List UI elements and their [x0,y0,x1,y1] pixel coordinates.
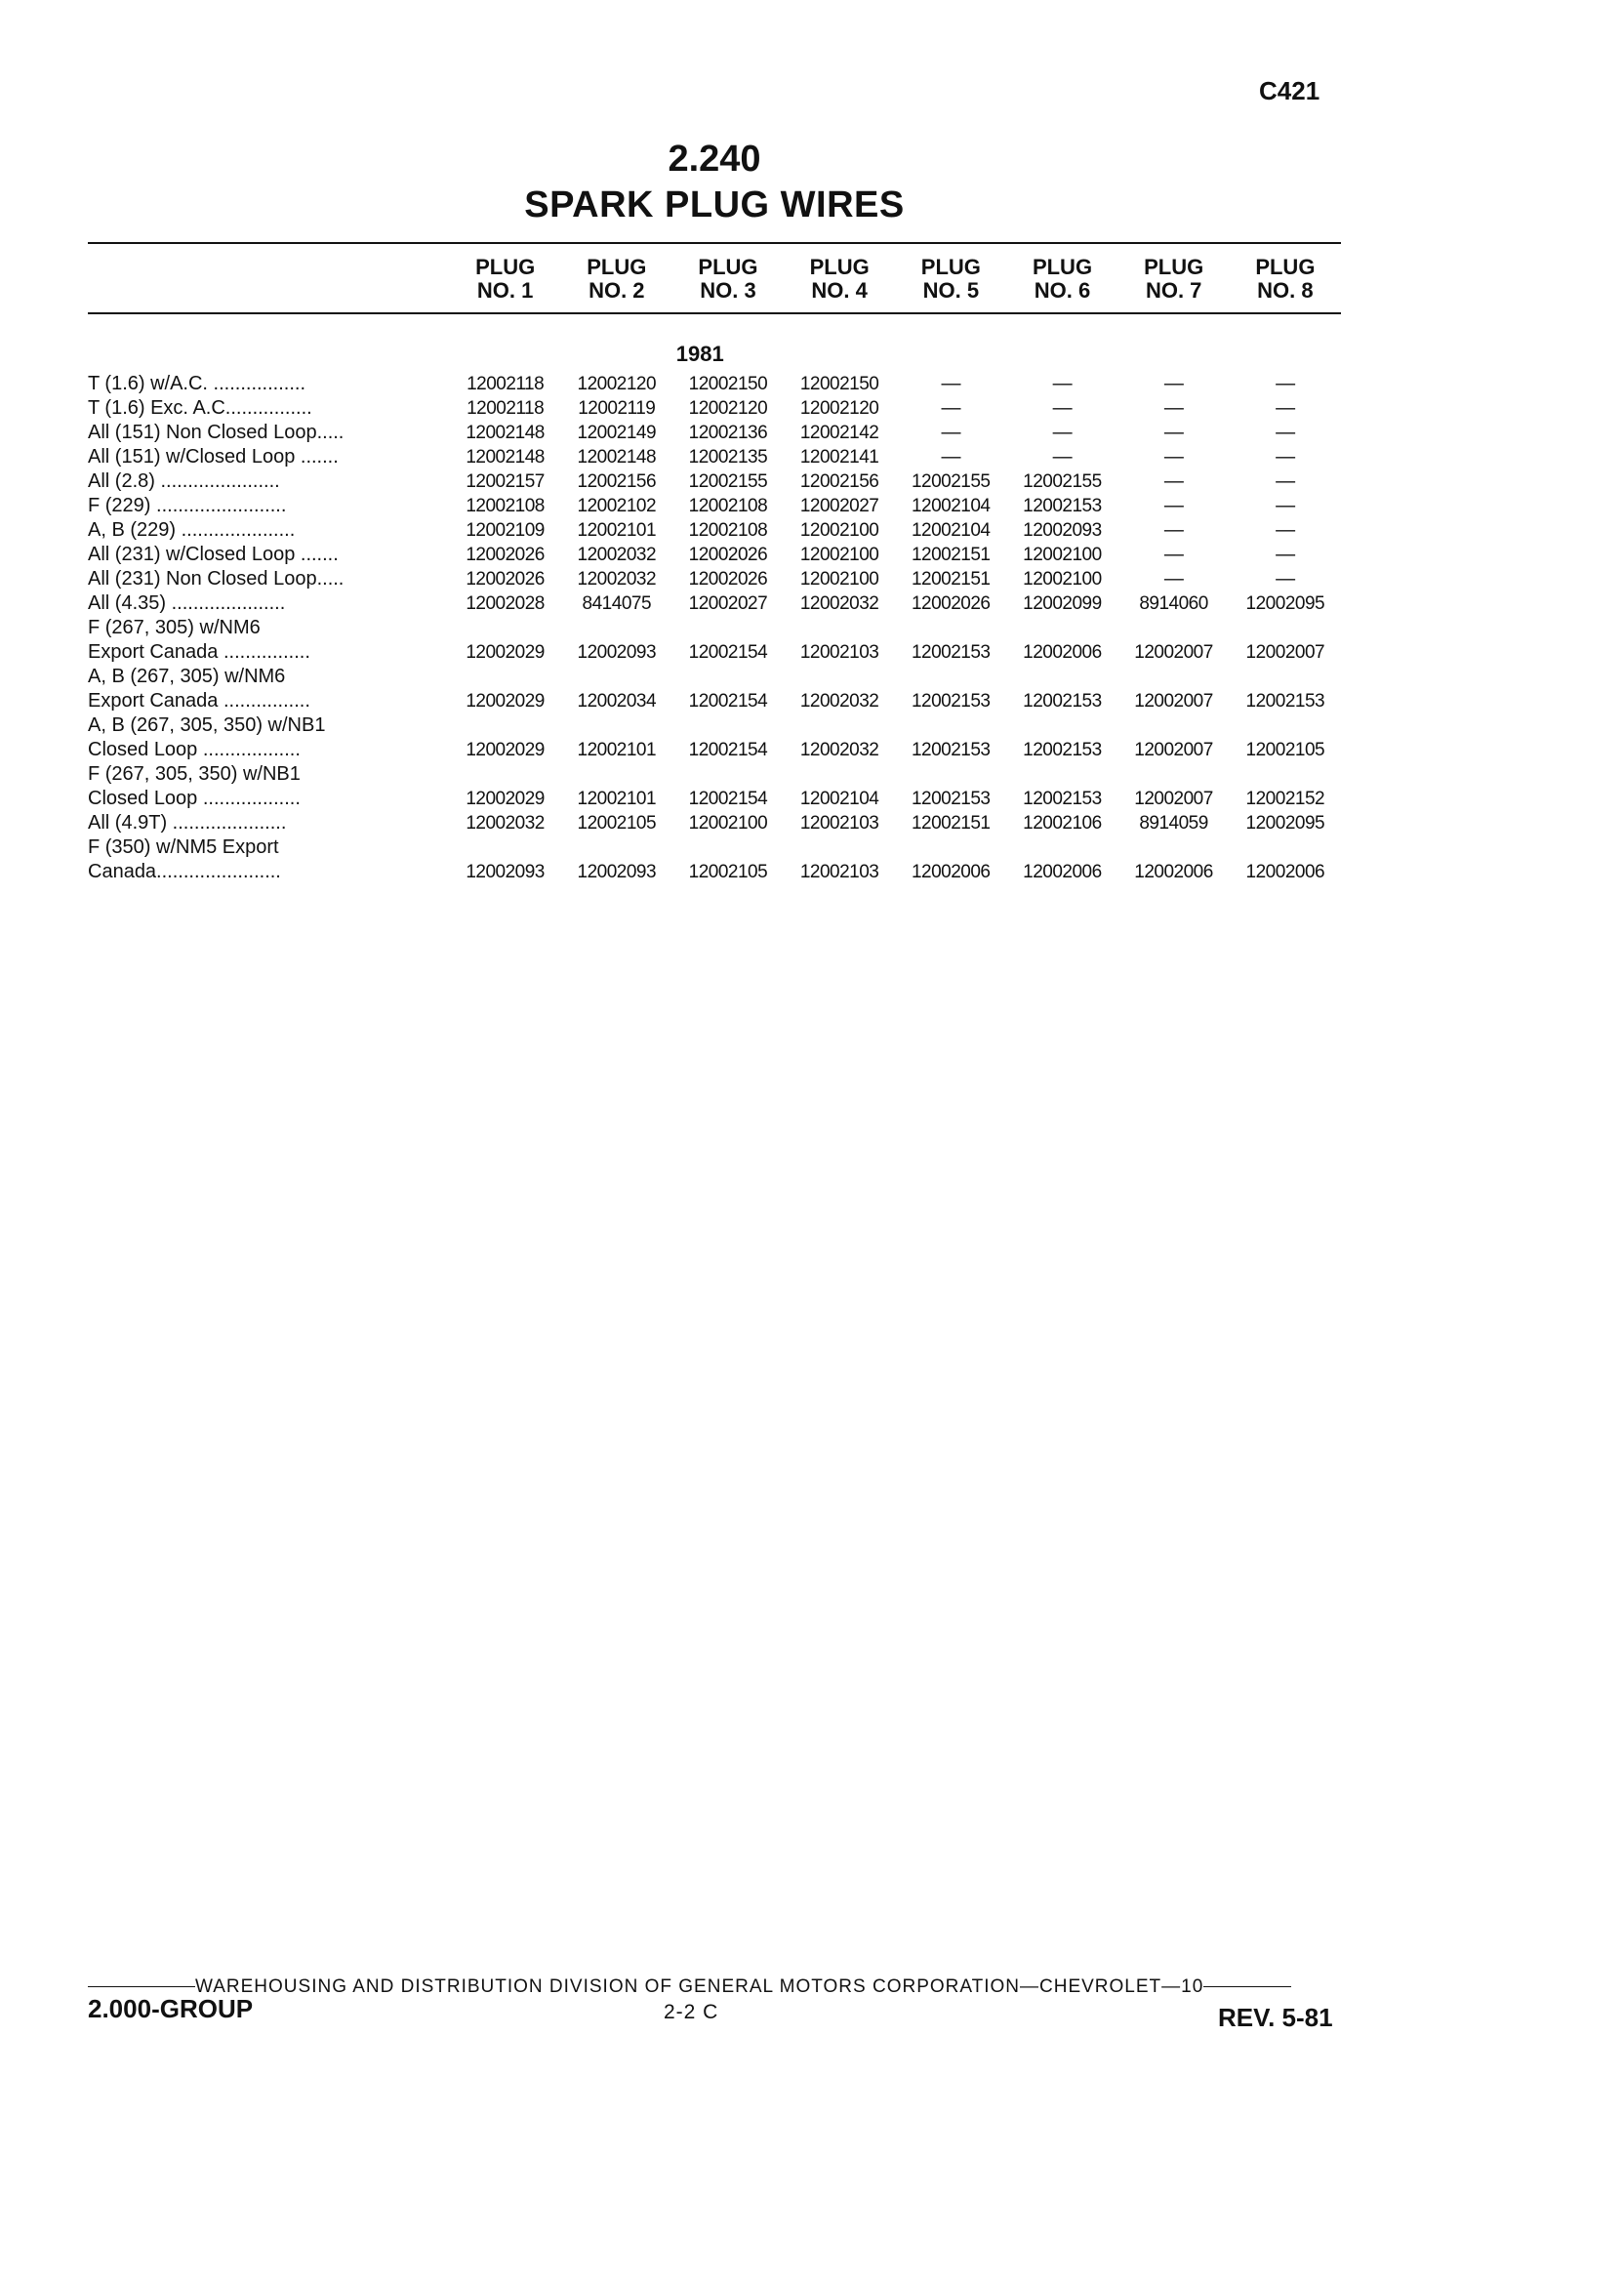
part-number-cell: 12002118 [467,398,545,419]
part-number-cell: 12002148 [577,447,657,468]
part-number-cell: 12002101 [577,789,657,809]
application-text: All (4.35) ..................... [88,592,286,614]
part-number-cell: — [1163,519,1184,541]
part-number-cell: 8914059 [1139,813,1208,834]
application-text: All (4.9T) ..................... [88,812,287,834]
section-number: 2.240 [668,139,761,180]
plug-column-header [672,244,784,308]
application-cell [88,567,450,591]
part-number-cell: 12002105 [1245,740,1325,760]
part-number-cell: — [941,397,960,419]
part-number-cell: 12002095 [1245,813,1325,834]
part-number-cell: — [1163,446,1184,468]
application-text: T (1.6) w/A.C. ................. [88,373,306,394]
part-number-cell: 12002104 [799,789,879,809]
parts-table-body [88,314,1341,884]
application-cell [88,713,450,762]
part-number-cell: — [1276,422,1295,443]
table-row [88,396,1341,421]
plug-header-line1: PLUG [920,255,981,279]
table-row [88,835,1341,884]
plug-header-line2: NO. 7 [1145,278,1202,303]
part-number-cell: 12002007 [1245,642,1325,663]
application-text: F (267, 305, 350) w/NB1 [88,763,301,785]
part-number-cell: 12002093 [466,862,545,882]
part-number-cell: 12002153 [1023,789,1102,809]
plug-header-line2: NO. 2 [589,278,645,303]
plug-header-line2: NO. 5 [922,278,980,303]
part-number-cell: 12002154 [688,789,768,809]
part-number-cell: 12002135 [688,447,768,468]
part-number-cell: 12002006 [1023,862,1102,882]
application-cell [88,543,450,567]
part-number-cell: 12002100 [1023,545,1102,565]
part-number-cell: — [1276,470,1295,492]
plug-header-line1: PLUG [1255,255,1316,279]
group-label: 2.000-GROUP [88,1994,254,2023]
table-row [88,616,1341,665]
part-number-cell: 12002151 [911,569,991,590]
footer-rule-left [88,1986,195,1987]
part-number-cell: 12002156 [799,471,879,492]
part-number-cell: 12002100 [688,813,768,834]
part-number-cell: 12002101 [577,520,657,541]
parts-table [88,244,1341,308]
table-row [88,421,1341,445]
table-row [88,469,1341,494]
application-cell [88,518,450,543]
part-number-cell: 12002029 [466,642,545,663]
plug-column-header [1006,244,1117,308]
part-number-cell: 12002095 [1245,593,1325,614]
title-block [0,137,1429,228]
part-number-cell: 12002034 [577,691,657,712]
part-number-cell: 8414075 [582,593,652,614]
plug-column-header [1118,244,1230,308]
part-number-cell: — [1276,446,1295,468]
plug-column-header [895,244,1006,308]
part-number-cell: 12002026 [688,545,768,565]
part-number-cell: — [1163,544,1184,565]
plug-header-line2: NO. 6 [1034,278,1091,303]
table-row [88,811,1341,835]
part-number-cell: 12002106 [1023,813,1102,834]
plug-header-line1: PLUG [698,255,758,279]
part-number-cell: 12002118 [467,374,545,394]
application-cell [88,494,450,518]
application-text: All (231) w/Closed Loop ....... [88,544,339,565]
part-number-cell: — [1163,422,1184,443]
part-number-cell: 12002032 [577,545,657,565]
application-text: All (151) w/Closed Loop ....... [88,446,339,468]
part-number-cell: 12002100 [799,569,879,590]
part-number-cell: — [1163,470,1184,492]
application-text: Export Canada ................ [88,641,310,663]
part-number-cell: 12002032 [799,691,879,712]
part-number-cell: 12002007 [1134,740,1213,760]
application-text: All (2.8) ...................... [88,470,280,492]
part-number-cell: 12002026 [688,569,768,590]
revision-label: REV. 5-81 [1218,2003,1333,2032]
plug-header-line1: PLUG [809,255,870,279]
part-number-cell: — [941,422,960,443]
application-cell [88,372,450,396]
application-text: A, B (267, 305) w/NM6 [88,666,286,687]
part-number-cell: 12002093 [577,862,657,882]
part-number-cell: 12002027 [799,496,879,516]
part-number-cell: — [1163,568,1184,590]
part-number-cell: — [1052,373,1073,394]
part-number-cell: 12002006 [1023,642,1102,663]
part-number-cell: 12002100 [1023,569,1102,590]
year-label [450,314,1341,372]
part-number-cell: 12002032 [466,813,545,834]
part-number-cell: — [1276,495,1295,516]
part-number-cell: 12002103 [799,813,879,834]
part-number-cell: 12002028 [466,593,545,614]
part-number-cell: — [941,373,960,394]
parts-table-container [88,242,1341,884]
table-row [88,518,1341,543]
plug-header-line2: NO. 3 [700,278,756,303]
part-number-cell: 12002150 [799,374,879,394]
part-number-cell: — [1052,446,1073,468]
section-title: SPARK PLUG WIRES [524,184,905,225]
part-number-cell: 12002153 [1023,740,1102,760]
plug-column-header [1230,244,1341,308]
part-number-cell: 12002007 [1134,642,1213,663]
table-row [88,762,1341,811]
application-text: Canada....................... [88,861,281,882]
part-number-cell: 12002152 [1245,789,1325,809]
part-number-cell: 12002120 [577,374,657,394]
part-number-cell: — [941,446,960,468]
header-row [88,244,1341,308]
part-number-cell: 12002102 [577,496,657,516]
table-row [88,445,1341,469]
plug-header-line1: PLUG [475,255,536,279]
application-cell [88,762,450,811]
part-number-cell: 12002155 [688,471,768,492]
part-number-cell: 12002119 [578,398,656,419]
part-number-cell: — [1276,373,1295,394]
part-number-cell: 12002142 [799,423,879,443]
part-number-cell: 12002155 [1023,471,1102,492]
plug-header-line1: PLUG [1032,255,1093,279]
part-number-cell: 12002032 [799,593,879,614]
table-row [88,372,1341,396]
application-cell [88,811,450,835]
part-number-cell: 12002108 [688,496,768,516]
part-number-cell: 12002156 [577,471,657,492]
part-number-cell: 12002153 [1245,691,1325,712]
part-number-cell: 12002108 [688,520,768,541]
application-cell [88,445,450,469]
part-number-cell: 12002032 [799,740,879,760]
part-number-cell: 12002093 [577,642,657,663]
table-body [88,314,1341,884]
part-number-cell: 12002151 [911,813,991,834]
part-number-cell: 12002157 [466,471,545,492]
application-text: T (1.6) Exc. A.C................ [88,397,312,419]
year-spacer [88,314,450,372]
plug-column-header [561,244,672,308]
part-number-cell: 12002154 [688,642,768,663]
part-number-cell: 12002100 [799,545,879,565]
part-number-cell: 12002007 [1134,789,1213,809]
part-number-cell: 12002104 [911,496,991,516]
part-number-cell: 12002104 [911,520,991,541]
table-row [88,567,1341,591]
part-number-cell: 12002154 [688,691,768,712]
application-text: All (231) Non Closed Loop..... [88,568,345,590]
part-number-cell: 12002006 [1134,862,1213,882]
footer-division-text: WAREHOUSING AND DISTRIBUTION DIVISION OF GENERAL MOTORS CORPORATION—CHEVROLET—10 [195,1976,1204,1997]
part-number-cell: 12002103 [799,862,879,882]
application-column-header [88,244,450,308]
part-number-cell: 12002141 [799,447,879,468]
plug-header-line2: NO. 1 [476,278,534,303]
application-cell [88,835,450,884]
table-row [88,591,1341,616]
part-number-cell: 12002148 [466,447,545,468]
part-number-cell: 12002099 [1023,593,1102,614]
part-number-cell: 12002026 [466,569,545,590]
part-number-cell: — [1163,397,1184,419]
year-text: 1981 [675,342,724,366]
part-number-cell: — [1052,422,1073,443]
part-number-cell: 12002027 [688,593,768,614]
part-number-cell: — [1276,519,1295,541]
application-text: Export Canada ................ [88,690,310,712]
part-number-cell: 12002103 [799,642,879,663]
part-number-cell: 12002148 [466,423,545,443]
part-number-cell: 12002154 [688,740,768,760]
plug-header-line2: NO. 4 [811,278,868,303]
part-number-cell: 12002153 [911,691,991,712]
table-header [88,244,1341,308]
part-number-cell: 12002093 [1023,520,1102,541]
part-number-cell: 12002153 [1023,496,1102,516]
footer-division-line [88,1976,1357,1998]
part-number-cell: 12002101 [577,740,657,760]
application-cell [88,396,450,421]
plug-header-line1: PLUG [587,255,647,279]
part-number-cell: 12002026 [466,545,545,565]
part-number-cell: 12002108 [466,496,545,516]
part-number-cell: — [1276,568,1295,590]
part-number-cell: — [1276,544,1295,565]
part-number-cell: 12002153 [1023,691,1102,712]
part-number-cell: 12002105 [688,862,768,882]
part-number-cell: 12002149 [577,423,657,443]
part-number-cell: 12002120 [799,398,879,419]
part-number-cell: 12002100 [799,520,879,541]
part-number-cell: 12002032 [577,569,657,590]
part-number-cell: 12002026 [911,593,991,614]
part-number-cell: 12002006 [1245,862,1325,882]
part-number-cell: 12002153 [911,642,991,663]
table-row [88,665,1341,713]
page-number: 2-2 C [664,2001,719,2023]
table-row [88,713,1341,762]
application-text: Closed Loop .................. [88,788,301,809]
application-cell [88,469,450,494]
part-number-cell: 12002155 [911,471,991,492]
application-text: Closed Loop .................. [88,739,301,760]
application-text: F (350) w/NM5 Export [88,836,279,858]
part-number-cell: 12002029 [466,789,545,809]
plug-column-header [784,244,895,308]
part-number-cell: — [1276,397,1295,419]
footer-rule-right [1203,1986,1291,1987]
part-number-cell: 12002153 [911,789,991,809]
part-number-cell: 12002120 [688,398,768,419]
application-text: A, B (267, 305, 350) w/NB1 [88,714,326,736]
part-number-cell: — [1052,397,1073,419]
plug-column-header [450,244,561,308]
page-code: C421 [1259,76,1320,105]
table-row [88,494,1341,518]
part-number-cell: 12002105 [577,813,657,834]
part-number-cell: 12002151 [911,545,991,565]
part-number-cell: 12002153 [911,740,991,760]
part-number-cell: 12002007 [1134,691,1213,712]
part-number-cell: 12002136 [688,423,768,443]
application-text: F (229) ........................ [88,495,287,516]
plug-header-line1: PLUG [1144,255,1204,279]
part-number-cell: 12002109 [466,520,545,541]
year-row [88,314,1341,372]
part-number-cell: — [1163,495,1184,516]
application-text: F (267, 305) w/NM6 [88,617,261,638]
application-cell [88,616,450,665]
application-cell [88,591,450,616]
part-number-cell: 12002150 [688,374,768,394]
application-cell [88,665,450,713]
part-number-cell: — [1163,373,1184,394]
part-number-cell: 12002006 [911,862,991,882]
part-number-cell: 12002029 [466,691,545,712]
table-row [88,543,1341,567]
application-text: All (151) Non Closed Loop..... [88,422,345,443]
application-text: A, B (229) ..................... [88,519,296,541]
part-number-cell: 12002029 [466,740,545,760]
plug-header-line2: NO. 8 [1257,278,1314,303]
application-cell [88,421,450,445]
part-number-cell: 8914060 [1139,593,1208,614]
